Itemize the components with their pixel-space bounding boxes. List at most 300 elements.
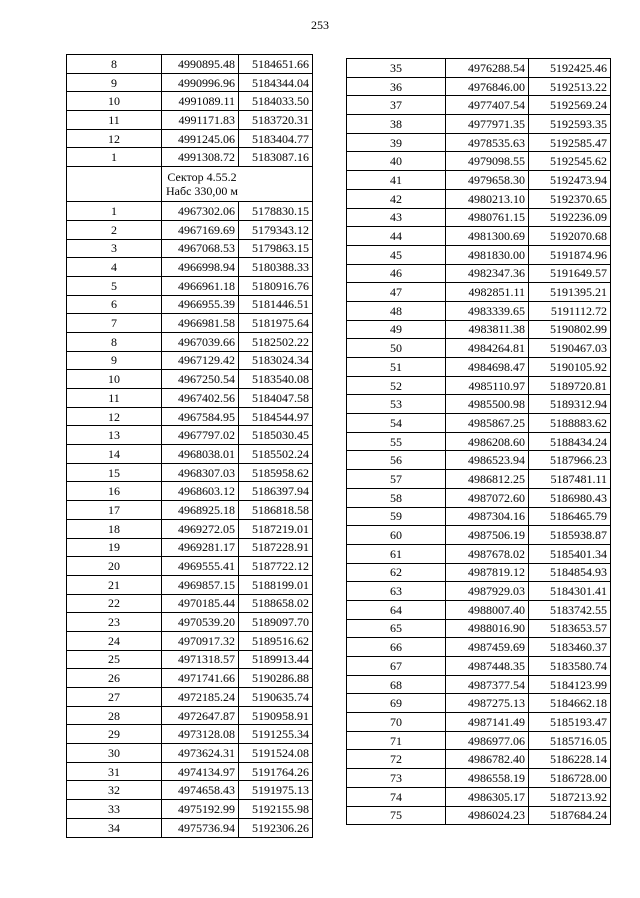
y-coordinate-cell: 5191112.72 — [529, 301, 611, 320]
y-coordinate-cell: 5192425.46 — [529, 59, 611, 78]
table-row — [67, 501, 313, 520]
point-number-cell: 26 — [67, 669, 162, 688]
table-row — [67, 426, 313, 445]
table-row — [347, 376, 611, 395]
table-row — [67, 744, 313, 763]
table-row — [347, 59, 611, 78]
y-coordinate-cell: 5185401.34 — [529, 544, 611, 563]
x-coordinate-cell: 4990895.48 — [162, 55, 239, 74]
table-row — [347, 563, 611, 582]
x-coordinate-cell: 4978535.63 — [446, 133, 529, 152]
y-coordinate-cell: 5183580.74 — [529, 657, 611, 676]
y-coordinate-cell: 5192155.98 — [239, 800, 313, 819]
x-coordinate-cell: 4967250.54 — [162, 370, 239, 389]
y-coordinate-cell: 5192236.09 — [529, 208, 611, 227]
table-row — [347, 414, 611, 433]
point-number-cell: 57 — [347, 470, 446, 489]
table-row — [67, 519, 313, 538]
point-number-cell: 75 — [347, 806, 446, 825]
x-coordinate-cell: 4984264.81 — [446, 339, 529, 358]
point-number-cell: 43 — [347, 208, 446, 227]
point-number-cell: 2 — [67, 220, 162, 239]
table-row — [67, 538, 313, 557]
y-coordinate-cell: 5183653.57 — [529, 619, 611, 638]
y-coordinate-cell: 5184662.18 — [529, 694, 611, 713]
point-number-cell: 25 — [67, 650, 162, 669]
y-coordinate-cell: 5192569.24 — [529, 96, 611, 115]
table-row — [67, 111, 313, 130]
x-coordinate-cell: 4976846.00 — [446, 77, 529, 96]
x-coordinate-cell: 4986812.25 — [446, 470, 529, 489]
y-coordinate-cell: 5190467.03 — [529, 339, 611, 358]
y-coordinate-cell: 5187228.91 — [239, 538, 313, 557]
table-row — [347, 264, 611, 283]
y-coordinate-cell: 5188434.24 — [529, 432, 611, 451]
x-coordinate-cell: 4966998.94 — [162, 258, 239, 277]
x-coordinate-cell: 4967169.69 — [162, 220, 239, 239]
point-number-cell: 20 — [67, 557, 162, 576]
x-coordinate-cell: 4969272.05 — [162, 519, 239, 538]
point-number-cell: 49 — [347, 320, 446, 339]
point-number-cell: 8 — [67, 332, 162, 351]
point-number-cell: 16 — [67, 482, 162, 501]
table-row — [347, 806, 611, 825]
x-coordinate-cell: 4987377.54 — [446, 675, 529, 694]
point-number-cell: 58 — [347, 488, 446, 507]
point-number-cell: 28 — [67, 706, 162, 725]
point-number-cell: 33 — [67, 800, 162, 819]
x-coordinate-cell: 4988007.40 — [446, 600, 529, 619]
y-coordinate-cell: 5181446.51 — [239, 295, 313, 314]
x-coordinate-cell: 4975736.94 — [162, 818, 239, 837]
y-coordinate-cell: 5182502.22 — [239, 332, 313, 351]
table-row — [67, 631, 313, 650]
point-number-cell: 10 — [67, 92, 162, 111]
point-number-cell: 56 — [347, 451, 446, 470]
x-coordinate-cell: 4971741.66 — [162, 669, 239, 688]
x-coordinate-cell: 4968307.03 — [162, 463, 239, 482]
point-number-cell: 39 — [347, 133, 446, 152]
x-coordinate-cell: 4968603.12 — [162, 482, 239, 501]
table-row — [347, 301, 611, 320]
x-coordinate-cell: 4986024.23 — [446, 806, 529, 825]
table-row — [347, 115, 611, 134]
x-coordinate-cell: 4967039.66 — [162, 332, 239, 351]
section-header-row — [67, 167, 313, 202]
x-coordinate-cell: 4985500.98 — [446, 395, 529, 414]
x-coordinate-cell: 4967797.02 — [162, 426, 239, 445]
table-row — [67, 818, 313, 837]
x-coordinate-cell: 4972185.24 — [162, 688, 239, 707]
table-row — [347, 358, 611, 377]
table-row — [67, 220, 313, 239]
y-coordinate-cell: 5184344.04 — [239, 73, 313, 92]
y-coordinate-cell: 5191524.08 — [239, 744, 313, 763]
point-number-cell: 3 — [67, 239, 162, 258]
y-coordinate-cell: 5184301.41 — [529, 582, 611, 601]
y-coordinate-cell: 5183404.77 — [239, 129, 313, 148]
point-number-cell: 54 — [347, 414, 446, 433]
y-coordinate-cell: 5187219.01 — [239, 519, 313, 538]
x-coordinate-cell: 4991308.72 — [162, 148, 239, 167]
y-coordinate-cell: 5186465.79 — [529, 507, 611, 526]
point-number-cell: 42 — [347, 189, 446, 208]
y-coordinate-cell: 5185716.05 — [529, 731, 611, 750]
table-row — [67, 706, 313, 725]
x-coordinate-cell: 4991171.83 — [162, 111, 239, 130]
x-coordinate-cell: 4987819.12 — [446, 563, 529, 582]
point-number-cell: 71 — [347, 731, 446, 750]
x-coordinate-cell: 4972647.87 — [162, 706, 239, 725]
x-coordinate-cell: 4974658.43 — [162, 781, 239, 800]
y-coordinate-cell: 5192585.47 — [529, 133, 611, 152]
x-coordinate-cell: 4969281.17 — [162, 538, 239, 557]
point-number-cell: 13 — [67, 426, 162, 445]
table-row — [67, 202, 313, 221]
y-coordinate-cell: 5181975.64 — [239, 314, 313, 333]
table-row — [347, 544, 611, 563]
x-coordinate-cell: 4990996.96 — [162, 73, 239, 92]
table-row — [67, 370, 313, 389]
point-number-cell: 52 — [347, 376, 446, 395]
table-row — [347, 657, 611, 676]
y-coordinate-cell: 5187684.24 — [529, 806, 611, 825]
table-row — [67, 295, 313, 314]
point-number-cell: 19 — [67, 538, 162, 557]
table-row — [347, 227, 611, 246]
x-coordinate-cell: 4971318.57 — [162, 650, 239, 669]
table-row — [67, 575, 313, 594]
point-number-cell: 61 — [347, 544, 446, 563]
point-number-cell: 64 — [347, 600, 446, 619]
point-number-cell: 73 — [347, 769, 446, 788]
x-coordinate-cell: 4986558.19 — [446, 769, 529, 788]
point-number-cell: 24 — [67, 631, 162, 650]
y-coordinate-cell: 5185030.45 — [239, 426, 313, 445]
x-coordinate-cell: 4988016.90 — [446, 619, 529, 638]
y-coordinate-cell: 5188658.02 — [239, 594, 313, 613]
x-coordinate-cell: 4987072.60 — [446, 488, 529, 507]
y-coordinate-cell: 5190958.91 — [239, 706, 313, 725]
y-coordinate-cell: 5187722.12 — [239, 557, 313, 576]
point-number-cell: 44 — [347, 227, 446, 246]
x-coordinate-cell: 4984698.47 — [446, 358, 529, 377]
x-coordinate-cell: 4967402.56 — [162, 389, 239, 408]
coordinates-table-left — [66, 54, 313, 838]
table-row — [347, 694, 611, 713]
y-coordinate-cell: 5190286.88 — [239, 669, 313, 688]
table-row — [67, 482, 313, 501]
left-table-body — [67, 55, 313, 838]
table-row — [347, 283, 611, 302]
y-coordinate-cell: 5188199.01 — [239, 575, 313, 594]
section-title-line: Набс 330,00 м — [165, 184, 239, 199]
table-row — [67, 407, 313, 426]
point-number-cell: 29 — [67, 725, 162, 744]
x-coordinate-cell: 4977407.54 — [446, 96, 529, 115]
y-coordinate-cell: 5186728.00 — [529, 769, 611, 788]
y-coordinate-cell: 5186980.43 — [529, 488, 611, 507]
y-coordinate-cell: 5192070.68 — [529, 227, 611, 246]
x-coordinate-cell: 4987448.35 — [446, 657, 529, 676]
table-row — [67, 463, 313, 482]
point-number-cell: 1 — [67, 202, 162, 221]
point-number-cell: 34 — [67, 818, 162, 837]
table-row — [67, 314, 313, 333]
y-coordinate-cell: 5192513.22 — [529, 77, 611, 96]
y-coordinate-cell: 5184047.58 — [239, 389, 313, 408]
coordinates-table-right — [346, 58, 611, 825]
y-coordinate-cell: 5183024.34 — [239, 351, 313, 370]
point-number-cell: 53 — [347, 395, 446, 414]
y-coordinate-cell: 5185502.24 — [239, 445, 313, 464]
table-row — [67, 781, 313, 800]
x-coordinate-cell: 4987506.19 — [446, 526, 529, 545]
y-coordinate-cell: 5190105.92 — [529, 358, 611, 377]
x-coordinate-cell: 4967302.06 — [162, 202, 239, 221]
point-number-cell: 68 — [347, 675, 446, 694]
table-row — [67, 669, 313, 688]
y-coordinate-cell: 5191255.34 — [239, 725, 313, 744]
y-coordinate-cell: 5189312.94 — [529, 395, 611, 414]
y-coordinate-cell: 5179863.15 — [239, 239, 313, 258]
table-row — [67, 688, 313, 707]
x-coordinate-cell: 4977971.35 — [446, 115, 529, 134]
table-row — [347, 488, 611, 507]
table-row — [347, 245, 611, 264]
x-coordinate-cell: 4986305.17 — [446, 787, 529, 806]
point-number-cell: 37 — [347, 96, 446, 115]
x-coordinate-cell: 4991245.06 — [162, 129, 239, 148]
point-number-cell: 22 — [67, 594, 162, 613]
table-row — [67, 762, 313, 781]
point-number-cell: 48 — [347, 301, 446, 320]
y-coordinate-cell: 5191874.96 — [529, 245, 611, 264]
point-number-cell: 17 — [67, 501, 162, 520]
y-coordinate-cell: 5189913.44 — [239, 650, 313, 669]
y-coordinate-cell: 5190635.74 — [239, 688, 313, 707]
point-number-cell: 12 — [67, 407, 162, 426]
y-coordinate-cell: 5184033.50 — [239, 92, 313, 111]
point-number-cell: 63 — [347, 582, 446, 601]
table-row — [347, 133, 611, 152]
y-coordinate-cell: 5184123.99 — [529, 675, 611, 694]
y-coordinate-cell: 5186818.58 — [239, 501, 313, 520]
table-row — [67, 55, 313, 74]
y-coordinate-cell: 5180916.76 — [239, 276, 313, 295]
point-number-cell: 70 — [347, 713, 446, 732]
x-coordinate-cell: 4986208.60 — [446, 432, 529, 451]
table-row — [67, 613, 313, 632]
point-number-cell: 65 — [347, 619, 446, 638]
table-row — [67, 129, 313, 148]
table-row — [347, 470, 611, 489]
table-row — [347, 96, 611, 115]
point-number-cell: 30 — [67, 744, 162, 763]
point-number-cell: 23 — [67, 613, 162, 632]
table-row — [347, 77, 611, 96]
table-row — [347, 619, 611, 638]
table-row — [347, 731, 611, 750]
x-coordinate-cell: 4987304.16 — [446, 507, 529, 526]
table-row — [67, 148, 313, 167]
point-number-cell: 21 — [67, 575, 162, 594]
point-number-cell: 9 — [67, 73, 162, 92]
x-coordinate-cell: 4973128.08 — [162, 725, 239, 744]
y-coordinate-cell: 5192593.35 — [529, 115, 611, 134]
table-row — [67, 445, 313, 464]
page-number: 253 — [311, 18, 329, 32]
x-coordinate-cell: 4980213.10 — [446, 189, 529, 208]
x-coordinate-cell: 4970185.44 — [162, 594, 239, 613]
y-coordinate-cell: 5184854.93 — [529, 563, 611, 582]
table-row — [347, 208, 611, 227]
section-title — [162, 167, 313, 202]
point-number-cell: 18 — [67, 519, 162, 538]
y-coordinate-cell: 5185938.87 — [529, 526, 611, 545]
table-row — [67, 92, 313, 111]
x-coordinate-cell: 4991089.11 — [162, 92, 239, 111]
point-number-cell: 11 — [67, 111, 162, 130]
x-coordinate-cell: 4970917.32 — [162, 631, 239, 650]
point-number-cell: 15 — [67, 463, 162, 482]
point-number-cell: 32 — [67, 781, 162, 800]
x-coordinate-cell: 4982851.11 — [446, 283, 529, 302]
point-number-cell: 46 — [347, 264, 446, 283]
table-row — [347, 320, 611, 339]
y-coordinate-cell: 5183720.31 — [239, 111, 313, 130]
x-coordinate-cell: 4973624.31 — [162, 744, 239, 763]
table-row — [347, 526, 611, 545]
point-number-cell: 51 — [347, 358, 446, 377]
point-number-cell: 47 — [347, 283, 446, 302]
x-coordinate-cell: 4968925.18 — [162, 501, 239, 520]
y-coordinate-cell: 5189720.81 — [529, 376, 611, 395]
table-row — [347, 675, 611, 694]
table-row — [347, 189, 611, 208]
y-coordinate-cell: 5189516.62 — [239, 631, 313, 650]
point-number-cell: 59 — [347, 507, 446, 526]
y-coordinate-cell: 5178830.15 — [239, 202, 313, 221]
x-coordinate-cell: 4967068.53 — [162, 239, 239, 258]
y-coordinate-cell: 5185958.62 — [239, 463, 313, 482]
table-row — [67, 258, 313, 277]
x-coordinate-cell: 4976288.54 — [446, 59, 529, 78]
x-coordinate-cell: 4986782.40 — [446, 750, 529, 769]
x-coordinate-cell: 4979658.30 — [446, 171, 529, 190]
x-coordinate-cell: 4975192.99 — [162, 800, 239, 819]
table-row — [347, 432, 611, 451]
x-coordinate-cell: 4983339.65 — [446, 301, 529, 320]
y-coordinate-cell: 5183087.16 — [239, 148, 313, 167]
table-row — [347, 507, 611, 526]
y-coordinate-cell: 5183540.08 — [239, 370, 313, 389]
x-coordinate-cell: 4967584.95 — [162, 407, 239, 426]
point-number-cell: 5 — [67, 276, 162, 295]
y-coordinate-cell: 5187213.92 — [529, 787, 611, 806]
point-number-cell: 1 — [67, 148, 162, 167]
table-row — [347, 787, 611, 806]
section-title-line: Сектор 4.55.2 — [167, 170, 237, 185]
x-coordinate-cell: 4982347.36 — [446, 264, 529, 283]
y-coordinate-cell: 5191764.26 — [239, 762, 313, 781]
table-row — [347, 152, 611, 171]
table-row — [347, 171, 611, 190]
x-coordinate-cell: 4969857.15 — [162, 575, 239, 594]
y-coordinate-cell: 5186397.94 — [239, 482, 313, 501]
x-coordinate-cell: 4974134.97 — [162, 762, 239, 781]
point-number-cell: 60 — [347, 526, 446, 545]
point-number-cell: 11 — [67, 389, 162, 408]
point-number-cell: 6 — [67, 295, 162, 314]
point-number-cell: 36 — [347, 77, 446, 96]
point-number-cell: 14 — [67, 445, 162, 464]
table-row — [67, 332, 313, 351]
point-number-cell: 74 — [347, 787, 446, 806]
x-coordinate-cell: 4966955.39 — [162, 295, 239, 314]
point-number-cell: 45 — [347, 245, 446, 264]
table-row — [347, 713, 611, 732]
y-coordinate-cell: 5185193.47 — [529, 713, 611, 732]
section-empty-cell — [67, 167, 162, 202]
x-coordinate-cell: 4980761.15 — [446, 208, 529, 227]
y-coordinate-cell: 5184544.97 — [239, 407, 313, 426]
point-number-cell: 69 — [347, 694, 446, 713]
point-number-cell: 8 — [67, 55, 162, 74]
x-coordinate-cell: 4987141.49 — [446, 713, 529, 732]
y-coordinate-cell: 5187966.23 — [529, 451, 611, 470]
point-number-cell: 9 — [67, 351, 162, 370]
y-coordinate-cell: 5192473.94 — [529, 171, 611, 190]
point-number-cell: 4 — [67, 258, 162, 277]
x-coordinate-cell: 4987459.69 — [446, 638, 529, 657]
y-coordinate-cell: 5190802.99 — [529, 320, 611, 339]
point-number-cell: 72 — [347, 750, 446, 769]
point-number-cell: 62 — [347, 563, 446, 582]
table-row — [347, 638, 611, 657]
x-coordinate-cell: 4968038.01 — [162, 445, 239, 464]
table-row — [67, 73, 313, 92]
x-coordinate-cell: 4966961.18 — [162, 276, 239, 295]
point-number-cell: 41 — [347, 171, 446, 190]
x-coordinate-cell: 4985110.97 — [446, 376, 529, 395]
x-coordinate-cell: 4987678.02 — [446, 544, 529, 563]
table-row — [67, 594, 313, 613]
table-row — [67, 725, 313, 744]
point-number-cell: 7 — [67, 314, 162, 333]
y-coordinate-cell: 5179343.12 — [239, 220, 313, 239]
x-coordinate-cell: 4983811.38 — [446, 320, 529, 339]
right-table-body — [347, 59, 611, 825]
y-coordinate-cell: 5192545.62 — [529, 152, 611, 171]
y-coordinate-cell: 5187481.11 — [529, 470, 611, 489]
table-row — [67, 557, 313, 576]
x-coordinate-cell: 4979098.55 — [446, 152, 529, 171]
y-coordinate-cell: 5189097.70 — [239, 613, 313, 632]
point-number-cell: 31 — [67, 762, 162, 781]
x-coordinate-cell: 4985867.25 — [446, 414, 529, 433]
y-coordinate-cell: 5191395.21 — [529, 283, 611, 302]
point-number-cell: 12 — [67, 129, 162, 148]
x-coordinate-cell: 4987929.03 — [446, 582, 529, 601]
x-coordinate-cell: 4987275.13 — [446, 694, 529, 713]
y-coordinate-cell: 5183742.55 — [529, 600, 611, 619]
y-coordinate-cell: 5191975.13 — [239, 781, 313, 800]
table-row — [67, 276, 313, 295]
point-number-cell: 27 — [67, 688, 162, 707]
point-number-cell: 50 — [347, 339, 446, 358]
point-number-cell: 40 — [347, 152, 446, 171]
